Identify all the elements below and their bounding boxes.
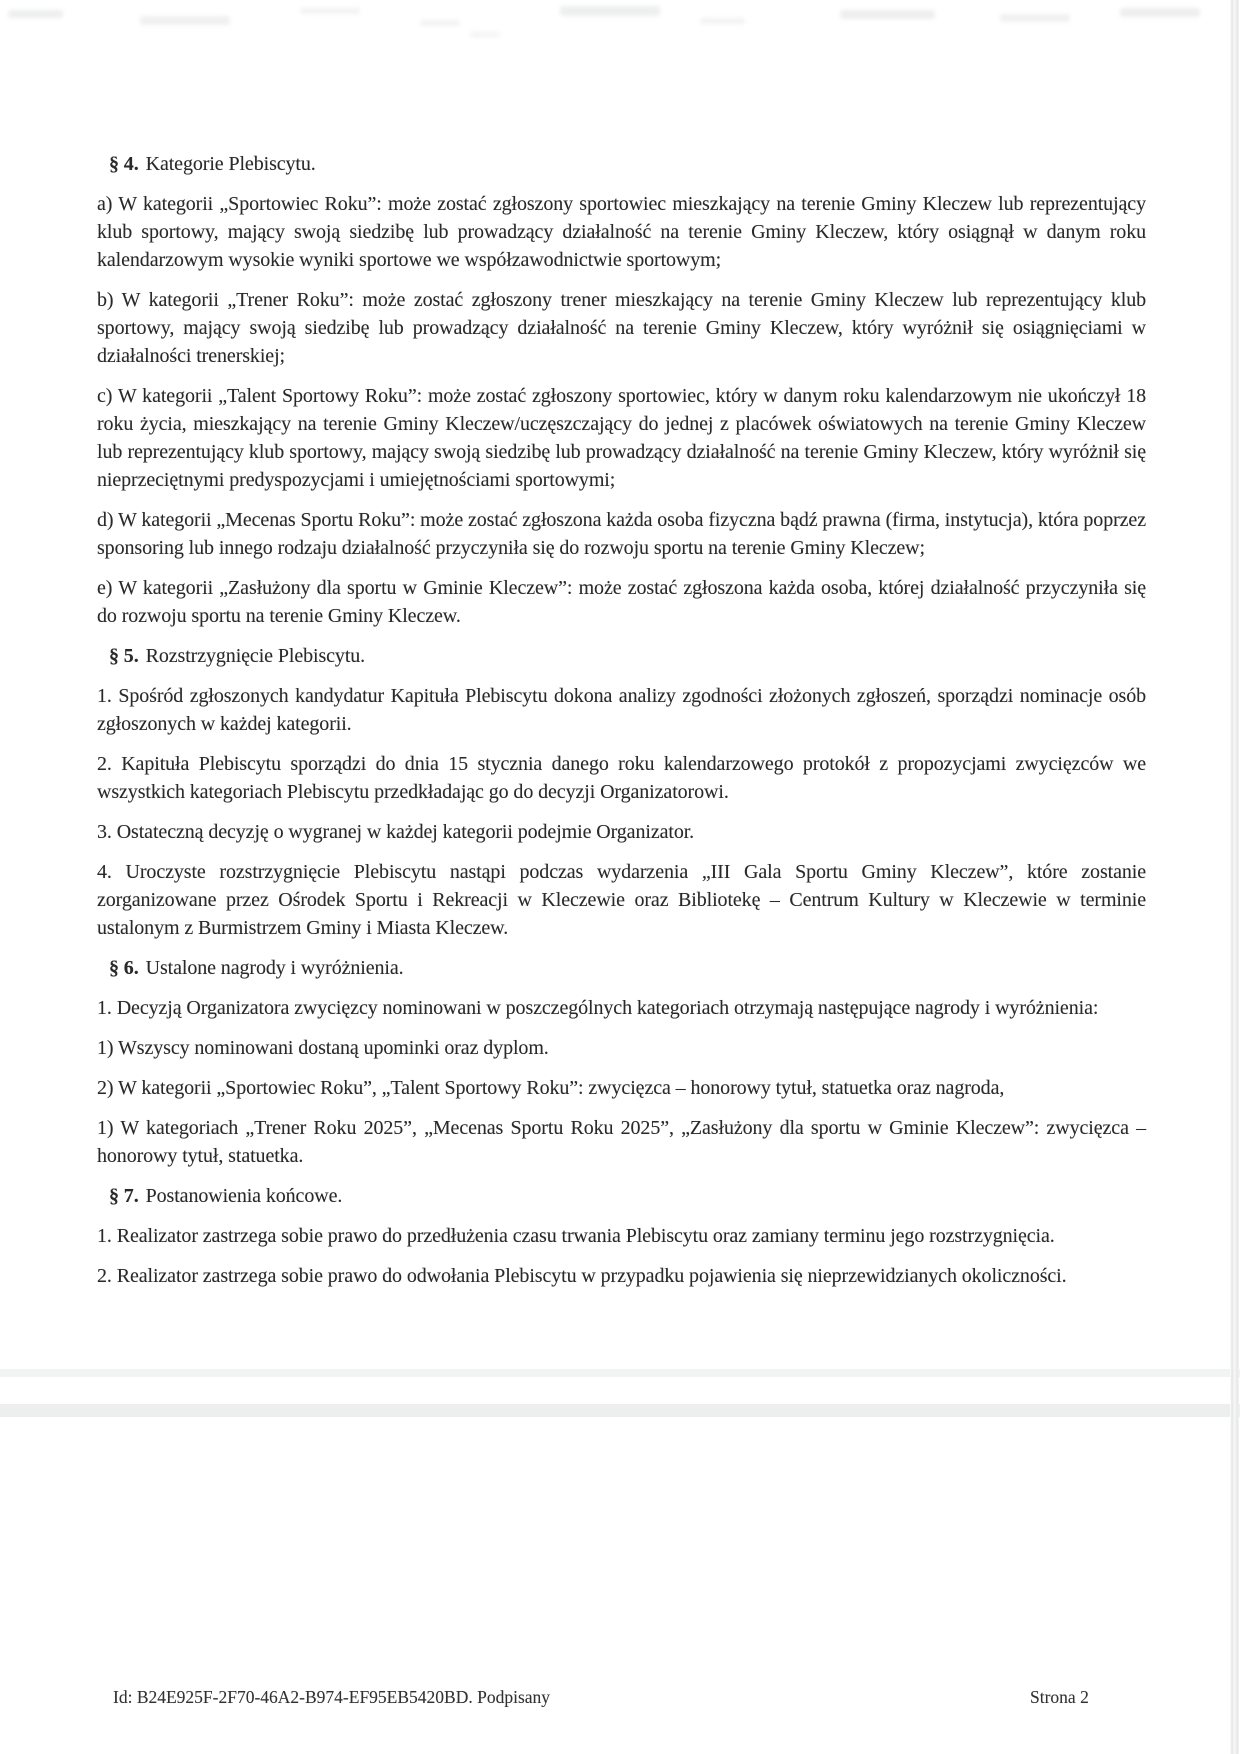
paragraph: 1. Realizator zastrzega sobie prawo do przedłużenia czasu trwania Plebiscytu oraz zamiany terminu jego rozstrzygnięcia. — [97, 1225, 1055, 1247]
section-heading — [97, 954, 1146, 982]
scan-band — [0, 1369, 1240, 1377]
paragraph: 2. Realizator zastrzega sobie prawo do odwołania Plebiscytu w przypadku pojawienia się nieprzewidzianych okoliczności. — [97, 1265, 1067, 1287]
scan-artifact — [1120, 8, 1200, 17]
paragraph: a) W kategorii „Sportowiec Roku”: może zostać zgłoszony sportowiec mieszkający na terenie Gminy Kleczew lub reprezentujący klub sportowy, mający swoją siedzibę lub prowadzący działalność na terenie Gminy Kleczew, który osiągnął w danym roku kalendarzowym wysokie wyniki sportowe we współzawodnictwie sportowym; — [97, 193, 1146, 271]
section-title: Kategorie Plebiscytu. — [145, 153, 316, 175]
page-footer — [0, 1686, 1240, 1710]
paragraph: b) W kategorii „Trener Roku”: może zostać zgłoszony trener mieszkający na terenie Gminy Kleczew lub reprezentujący klub sportowy, mający swoją siedzibę lub prowadzący działalność na terenie Gminy Kleczew, który wyróżnił się osiągnięciami w działalności trenerskiej; — [97, 289, 1146, 367]
section-number: § 6. — [109, 957, 139, 979]
scan-artifact — [300, 8, 360, 14]
section-number: § 7. — [109, 1185, 139, 1207]
scan-artifact — [700, 18, 745, 24]
paragraph: 1. Spośród zgłoszonych kandydatur Kapituła Plebiscytu dokona analizy zgodności złożonych zgłoszeń, sporządzi nominacje osób zgłoszonych w każdej kategorii. — [97, 685, 1146, 735]
paragraph: d) W kategorii „Mecenas Sportu Roku”: może zostać zgłoszona każda osoba fizyczna bądź prawna (firma, instytucja), która poprzez sponsoring lub innego rodzaju działalność przyczyniła się do rozwoju sportu na terenie Gminy Kleczew; — [97, 509, 1146, 559]
paragraph: c) W kategorii „Talent Sportowy Roku”: może zostać zgłoszony sportowiec, który w danym roku kalendarzowym nie ukończył 18 roku życia, mieszkający na terenie Gminy Kleczew/uczęszczający do jednej z placówek oświatowych na terenie Gminy Kleczew lub reprezentujący klub sportowy, mający swoją siedzibę lub prowadzący działalność na terenie Gminy Kleczew, który wyróżnił się nieprzeciętnymi predyspozycjami i umiejętnościami sportowymi; — [97, 385, 1146, 491]
scan-artifact — [560, 6, 660, 16]
scan-artifact — [840, 10, 935, 19]
scan-artifact — [470, 32, 500, 37]
paragraph: e) W kategorii „Zasłużony dla sportu w Gminie Kleczew”: może zostać zgłoszona każda osoba, której działalność przyczyniła się do rozwoju sportu na terenie Gminy Kleczew. — [97, 577, 1146, 627]
paragraph: 2. Kapituła Plebiscytu sporządzi do dnia 15 stycznia danego roku kalendarzowego protokół z propozycjami zwycięzców we wszystkich kategoriach Plebiscytu przedkładając go do decyzji Organizatorowi. — [97, 753, 1146, 803]
paragraph: 1) Wszyscy nominowani dostaną upominki oraz dyplom. — [97, 1037, 549, 1059]
scan-artifact — [140, 16, 230, 25]
section-number: § 5. — [109, 645, 139, 667]
paragraph: 3. Ostateczną decyzję o wygranej w każdej kategorii podejmie Organizator. — [97, 821, 695, 843]
scan-band — [0, 1404, 1240, 1417]
section-number: § 4. — [109, 153, 139, 175]
section-heading — [97, 150, 1146, 178]
section-title: Ustalone nagrody i wyróżnienia. — [145, 957, 404, 979]
section-title: Postanowienia końcowe. — [145, 1185, 343, 1207]
paragraph: 2) W kategorii „Sportowiec Roku”, „Talent Sportowy Roku”: zwycięzca – honorowy tytuł, statuetka oraz nagroda, — [97, 1077, 1005, 1099]
section-heading — [97, 1182, 1146, 1210]
section-title: Rozstrzygnięcie Plebiscytu. — [145, 645, 366, 667]
scan-edge-line — [1230, 0, 1239, 1754]
scan-artifact — [420, 20, 460, 26]
scan-artifact — [1000, 14, 1070, 22]
document-id-text: Id: B24E925F-2F70-46A2-B974-EF95EB5420BD. Podpisany — [113, 1687, 551, 1707]
paragraph: 4. Uroczyste rozstrzygnięcie Plebiscytu nastąpi podczas wydarzenia „III Gala Sportu Gminy Kleczew”, które zostanie zorganizowane przez Ośrodek Sportu i Rekreacji w Kleczewie oraz Bibliotekę – Centrum Kultury w Kleczewie w terminie ustalonym z Burmistrzem Gminy i Miasta Kleczew. — [97, 861, 1146, 939]
scan-artifact — [8, 10, 63, 18]
page-number-label: Strona 2 — [1030, 1687, 1089, 1707]
document-body — [97, 146, 1146, 1302]
paragraph: 1) W kategoriach „Trener Roku 2025”, „Mecenas Sportu Roku 2025”, „Zasłużony dla sportu w Gminie Kleczew”: zwycięzca – honorowy tytuł, statuetka. — [97, 1117, 1146, 1167]
paragraph: 1. Decyzją Organizatora zwycięzcy nominowani w poszczególnych kategoriach otrzymają następujące nagrody i wyróżnienia: — [97, 997, 1099, 1019]
section-heading — [97, 642, 1146, 670]
